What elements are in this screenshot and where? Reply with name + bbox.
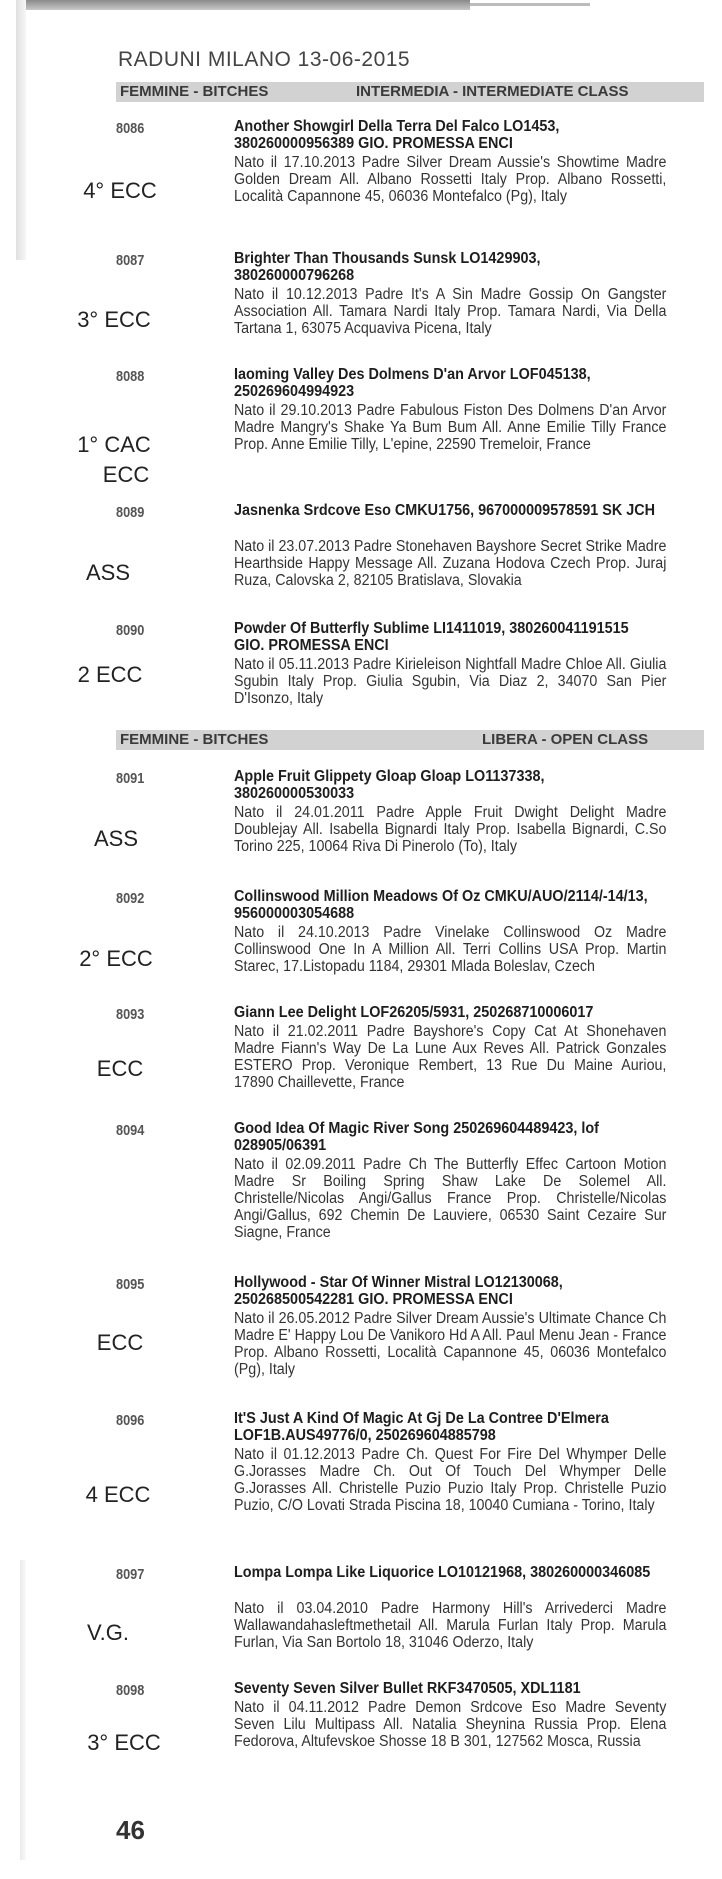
dog-details: Nato il 21.02.2011 Padre Bayshore's Copy Cat At Shonehaven Madre Fiann's Way De La Lune Aux Reves All. Patrick Gonzales ESTERO Prop. Veronique Rembert, 13 Rue Du Maine Auriou, 17890 Chaillevette, France bbox=[234, 1023, 667, 1091]
scan-left-shadow-bottom bbox=[20, 1560, 26, 1860]
section-sex-label: FEMMINE - BITCHES bbox=[120, 731, 269, 748]
entry-number: 8090 bbox=[116, 622, 145, 639]
result-label: 2° ECC bbox=[79, 946, 153, 971]
dog-name: Good Idea Of Magic River Song 250269604489423, lof 028905/06391 bbox=[234, 1120, 599, 1154]
entry-number: 8086 bbox=[116, 120, 145, 137]
dog-name: Seventy Seven Silver Bullet RKF3470505, XDL1181 bbox=[234, 1680, 581, 1697]
dog-name: Hollywood - Star Of Winner Mistral LO12130068, 250268500542281 GIO. PROMESSA ENCI bbox=[234, 1274, 563, 1308]
dog-details: Nato il 05.11.2013 Padre Kirieleison Nightfall Madre Chloe All. Giulia Sgubin Italy Prop. Giulia Sgubin, Via Diaz 2, 34070 San Pier D'Isonzo, Italy bbox=[234, 656, 667, 707]
dog-name: Collinswood Million Meadows Of Oz CMKU/AUO/2114/-14/13, 956000003054688 bbox=[234, 888, 648, 922]
entry-number: 8087 bbox=[116, 252, 145, 269]
result-label: ECC bbox=[96, 1056, 144, 1081]
result-label: 3° ECC bbox=[77, 307, 151, 332]
dog-details: Nato il 01.12.2013 Padre Ch. Quest For Fire Del Whymper Delle G.Jorasses Madre Ch. Out Of Touch Del Whymper Delle G.Jorasses All. Christelle Puzio Puzio Italy Prop. Christelle Puzio Puzio, C/O Lovati Strada Piscina 18, 10040 Cumiana - Torino, Italy bbox=[234, 1446, 667, 1514]
scan-top-edge-thin bbox=[470, 3, 590, 6]
result-label: 1° CAC bbox=[77, 432, 151, 457]
entry-number: 8097 bbox=[116, 1566, 145, 1583]
dog-name: Iaoming Valley Des Dolmens D'an Arvor LOF045138, 250269604994923 bbox=[234, 366, 591, 400]
result-label: 4 ECC bbox=[85, 1482, 151, 1507]
entry-number: 8091 bbox=[116, 770, 145, 787]
dog-details: Nato il 02.09.2011 Padre Ch The Butterfly Effec Cartoon Motion Madre Sr Boiling Spring Shaw Lake De Solemel All. Christelle/Nicolas Angi/Gallus France Prop. Christelle/Nicolas Angi/Gallus, 692 Chemin De Lauviere, 06530 Saint Cezaire Sur Siagne, France bbox=[234, 1156, 667, 1241]
entry-number: 8094 bbox=[116, 1122, 145, 1139]
section-sex-label: FEMMINE - BITCHES bbox=[120, 83, 269, 100]
dog-name: Lompa Lompa Like Liquorice LO10121968, 380260000346085 bbox=[234, 1564, 651, 1581]
dog-name: Jasnenka Srdcove Eso CMKU1756, 967000009578591 SK JCH bbox=[234, 502, 656, 519]
dog-details: Nato il 24.01.2011 Padre Apple Fruit Dwight Delight Madre Doublejay All. Isabella Bignardi Italy Prop. Isabella Bignardi, C.So Torino 225, 10064 Riva Di Pinerolo (To), Italy bbox=[234, 804, 667, 855]
result-label: ECC bbox=[96, 1330, 144, 1355]
entry-number: 8093 bbox=[116, 1006, 145, 1023]
entry-number: 8088 bbox=[116, 368, 145, 385]
result-label: 2 ECC bbox=[77, 662, 143, 687]
result-label-secondary: ECC bbox=[102, 462, 150, 487]
result-label: ASS bbox=[85, 560, 131, 585]
dog-name: Another Showgirl Della Terra Del Falco LO1453, 380260000956389 GIO. PROMESSA ENCI bbox=[234, 118, 560, 152]
dog-name: It'S Just A Kind Of Magic At Gj De La Contree D'Elmera LOF1B.AUS49776/0, 250269604885798 bbox=[234, 1410, 609, 1444]
result-label: ASS bbox=[93, 826, 139, 851]
dog-details: Nato il 04.11.2012 Padre Demon Srdcove Eso Madre Seventy Seven Lilu Multipass All. Natalia Sheynina Russia Prop. Elena Fedorova, Altufevskoe Shosse 18 B 301, 127562 Mosca, Russia bbox=[234, 1699, 667, 1750]
page-number: 46 bbox=[116, 1815, 145, 1845]
dog-name: Brighter Than Thousands Sunsk LO1429903, 380260000796268 bbox=[234, 250, 541, 284]
dog-details: Nato il 24.10.2013 Padre Vinelake Collinswood Oz Madre Collinswood One In A Million All. Terri Collins USA Prop. Martin Starec, 17.Listopadu 1184, 29301 Mlada Boleslav, Czech bbox=[234, 924, 667, 975]
scan-left-shadow bbox=[16, 0, 26, 260]
section-header-open bbox=[116, 730, 704, 750]
dog-details: Nato il 23.07.2013 Padre Stonehaven Bayshore Secret Strike Madre Hearthside Happy Message All. Zuzana Hodova Czech Prop. Juraj Ruza, Calovska 2, 82105 Bratislava, Slovakia bbox=[234, 538, 667, 589]
result-label: V.G. bbox=[87, 1620, 129, 1645]
section-header-intermediate bbox=[116, 82, 704, 102]
dog-details: Nato il 17.10.2013 Padre Silver Dream Aussie's Showtime Madre Golden Dream All. Albano Rossetti Italy Prop. Albano Rossetti, Località Capannone 45, 06036 Montefalco (Pg), Italy bbox=[234, 154, 667, 205]
dog-details: Nato il 26.05.2012 Padre Silver Dream Aussie's Ultimate Chance Ch Madre E' Happy Lou De Vanikoro Hd A All. Paul Menu Jean - France Prop. Albano Rossetti, Località Capannone 45, 06036 Montefalco (Pg), Italy bbox=[234, 1310, 667, 1378]
entry-number: 8096 bbox=[116, 1412, 145, 1429]
section-class-label: LIBERA - OPEN CLASS bbox=[482, 731, 649, 748]
entry-number: 8095 bbox=[116, 1276, 145, 1293]
dog-name: Giann Lee Delight LOF26205/5931, 250268710006017 bbox=[234, 1004, 594, 1021]
section-class-label: INTERMEDIA - INTERMEDIATE CLASS bbox=[356, 83, 629, 100]
entry-number: 8098 bbox=[116, 1682, 145, 1699]
dog-details: Nato il 10.12.2013 Padre It's A Sin Madre Gossip On Gangster Association All. Tamara Nardi Italy Prop. Tamara Nardi, Via Della Tartana 1, 63075 Acquaviva Picena, Italy bbox=[234, 286, 667, 337]
entry-number: 8089 bbox=[116, 504, 145, 521]
entry-number: 8092 bbox=[116, 890, 145, 907]
dog-name: Apple Fruit Glippety Gloap Gloap LO1137338, 380260000530033 bbox=[234, 768, 545, 802]
dog-name: Powder Of Butterfly Sublime LI1411019, 380260041191515 GIO. PROMESSA ENCI bbox=[234, 620, 629, 654]
scan-top-edge bbox=[20, 0, 470, 10]
page-title: RADUNI MILANO 13-06-2015 bbox=[118, 48, 411, 71]
dog-details: Nato il 03.04.2010 Padre Harmony Hill's Arrivederci Madre Wallawandahasleftmethetail All. Marula Furlan Italy Prop. Marula Furlan, Via San Bortolo 18, 31046 Oderzo, Italy bbox=[234, 1600, 667, 1651]
result-label: 4° ECC bbox=[83, 178, 157, 203]
dog-details: Nato il 29.10.2013 Padre Fabulous Fiston Des Dolmens D'an Arvor Madre Mangry's Shake Ya Bum Bum All. Anne Emilie Tilly France Prop. Anne Emilie Tilly, L'epine, 22590 Tremeloir, France bbox=[234, 402, 667, 453]
result-label: 3° ECC bbox=[87, 1730, 161, 1755]
